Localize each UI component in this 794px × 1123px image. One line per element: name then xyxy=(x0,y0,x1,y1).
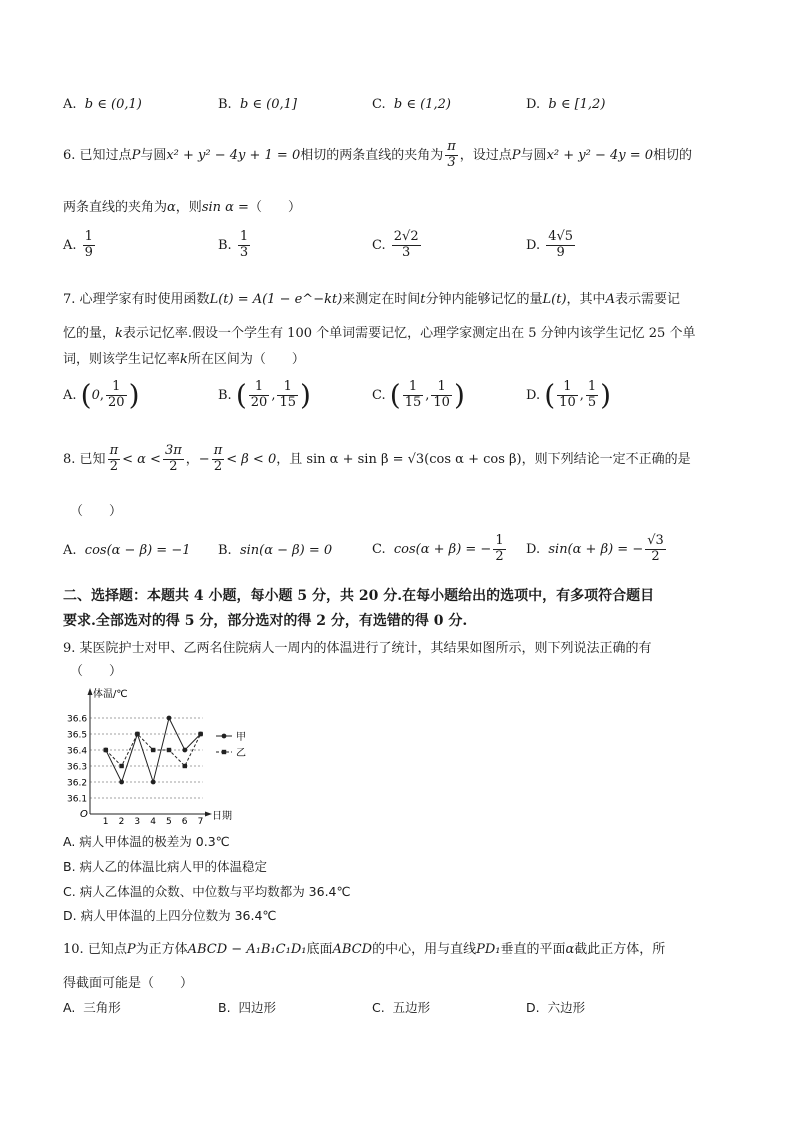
q9-option-c: C. 病人乙体温的众数、中位数与平均数都为 36.4℃ xyxy=(63,884,351,899)
q7-stem-line3: 词，则该学生记忆率k所在区间为（ ） xyxy=(63,352,305,367)
series-point-yi xyxy=(151,748,155,752)
y-tick-label: 36.5 xyxy=(67,730,88,741)
origin-label: O xyxy=(80,809,88,820)
series-point-jia xyxy=(182,748,187,753)
q8-stem-line1: 8. 已知 $\frac{\pi}{2}$ < α < $\frac{3\pi}{2}$ ，− $\frac{\pi}{2}$ < β < 0，且 sin α + sin β = √3(cos α + cos β)，则下列结论一定不正确的是 xyxy=(63,443,691,474)
series-point-yi xyxy=(183,764,187,768)
q5-option-b: B. b ∈ (0,1] xyxy=(218,97,297,112)
series-point-yi xyxy=(167,748,171,752)
q9-answer-paren: （ ） xyxy=(70,664,123,679)
x-axis-label: 日期 xyxy=(212,811,232,822)
y-axis-label: 体温/℃ xyxy=(93,689,128,700)
y-tick-label: 36.4 xyxy=(67,746,88,757)
x-tick-label: 3 xyxy=(134,817,141,824)
temperature-line-chart xyxy=(66,684,266,824)
x-tick-label: 5 xyxy=(166,817,172,824)
x-tick-label: 1 xyxy=(102,817,109,824)
q5-option-a: A. b ∈ (0,1) xyxy=(63,97,142,112)
q7-stem-line2: 忆的量，k表示记忆率.假设一个学生有 100 个单词需要记忆，心理学家测定出在 5 分钟内该学生记忆 25 个单 xyxy=(63,326,696,341)
chart-gridlines xyxy=(90,718,203,798)
y-axis-arrow xyxy=(88,688,93,695)
q6-stem-line2: 两条直线的夹角为α，则sin α =（ ） xyxy=(63,200,301,215)
q8-answer-paren: （ ） xyxy=(70,504,123,519)
series-point-yi xyxy=(198,732,202,736)
y-tick-label: 36.3 xyxy=(67,762,88,773)
q8-option-a: A. cos(α − β) = −1 xyxy=(63,543,191,558)
x-axis-arrow xyxy=(205,812,212,817)
q6-option-c: C. $\frac{2√2}{3}$ xyxy=(372,229,419,260)
q6-option-a: A. $\frac{1}{9}$ xyxy=(63,229,93,260)
q8-option-b: B. sin(α − β) = 0 xyxy=(218,543,333,558)
chart-legend xyxy=(216,731,246,759)
q9-stem: 9. 某医院护士对甲、乙两名住院病人一周内的体温进行了统计，其结果如图所示，则下列说法正确的有 xyxy=(63,641,652,656)
q7-option-c: C. ( $\frac{1}{15}$ , $\frac{1}{10}$ ) xyxy=(372,378,465,412)
series-point-yi xyxy=(135,732,139,736)
series-point-yi xyxy=(119,764,123,768)
q7-option-d: D. ( $\frac{1}{10}$ , $\frac{1}{5}$ ) xyxy=(526,378,612,412)
q9-option-a: A. 病人甲体温的极差为 0.3℃ xyxy=(63,834,230,849)
q9-option-b: B. 病人乙的体温比病人甲的体温稳定 xyxy=(63,859,268,874)
section-2-heading-line1: 二、选择题：本题共 4 小题，每小题 5 分，共 20 分.在每小题给出的选项中，有多项符合题目 xyxy=(63,588,655,604)
q10-option-c: C. 五边形 xyxy=(372,1000,431,1015)
q8-option-c: C. cos(α + β) = − $\frac{1}{2}$ xyxy=(372,533,504,564)
x-tick-label: 2 xyxy=(118,817,125,824)
x-tick-label: 7 xyxy=(197,817,204,824)
q5-option-d: D. b ∈ [1,2) xyxy=(526,97,606,112)
chart-axes xyxy=(80,687,232,822)
q10-stem-line2: 得截面可能是（ ） xyxy=(63,976,194,991)
q6-stem-line1: 6. 已知过点P与圆x² + y² − 4y + 1 = 0相切的两条直线的夹角为 $\frac{\pi}{3}$ ，设过点P与圆x² + y² − 4y = 0相切的 xyxy=(63,139,693,170)
q10-option-a: A. 三角形 xyxy=(63,1000,121,1015)
x-tick-label: 6 xyxy=(181,817,188,824)
legend-marker xyxy=(222,750,226,754)
q6-angle-fraction: $\frac{\pi}{3}$ xyxy=(447,139,456,170)
chart-ticks xyxy=(67,715,203,825)
q9-option-d: D. 病人甲体温的上四分位数为 36.4℃ xyxy=(63,908,277,923)
q10-option-d: D. 六边形 xyxy=(526,1000,586,1015)
y-tick-label: 36.1 xyxy=(67,794,88,805)
legend-label: 甲 xyxy=(236,732,246,743)
q7-option-b: B. ( $\frac{1}{20}$ , $\frac{1}{15}$ ) xyxy=(218,378,311,412)
q6-option-b: B. $\frac{1}{3}$ xyxy=(218,229,249,260)
q10-stem-line1: 10. 已知点P为正方体ABCD − A₁B₁C₁D₁底面ABCD的中心，用与直线PD₁垂直的平面α截此正方体，所 xyxy=(63,942,666,957)
series-point-jia xyxy=(151,780,156,785)
series-point-jia xyxy=(167,716,172,721)
legend-marker xyxy=(222,734,227,739)
section-2-heading-line2: 要求.全部选对的得 5 分，部分选对的得 2 分，有选错的得 0 分. xyxy=(63,613,468,629)
y-tick-label: 36.6 xyxy=(67,714,88,725)
q10-option-b: B. 四边形 xyxy=(218,1000,277,1015)
series-point-jia xyxy=(119,780,124,785)
legend-label: 乙 xyxy=(236,748,246,759)
q5-option-c: C. b ∈ (1,2) xyxy=(372,97,451,112)
series-point-yi xyxy=(104,748,108,752)
q6-option-d: D. $\frac{4√5}{9}$ xyxy=(526,229,574,260)
q8-option-d: D. sin(α + β) = − $\frac{√3}{2}$ xyxy=(526,533,664,564)
q7-option-a: A. (0, $\frac{1}{20}$ ) xyxy=(63,378,140,412)
x-tick-label: 4 xyxy=(150,817,156,824)
q7-stem-line1: 7. 心理学家有时使用函数L(t) = A(1 − e^−kt)来测定在时间t分钟内能够记忆的量L(t)，其中A表示需要记 xyxy=(63,292,680,307)
y-tick-label: 36.2 xyxy=(67,778,88,789)
